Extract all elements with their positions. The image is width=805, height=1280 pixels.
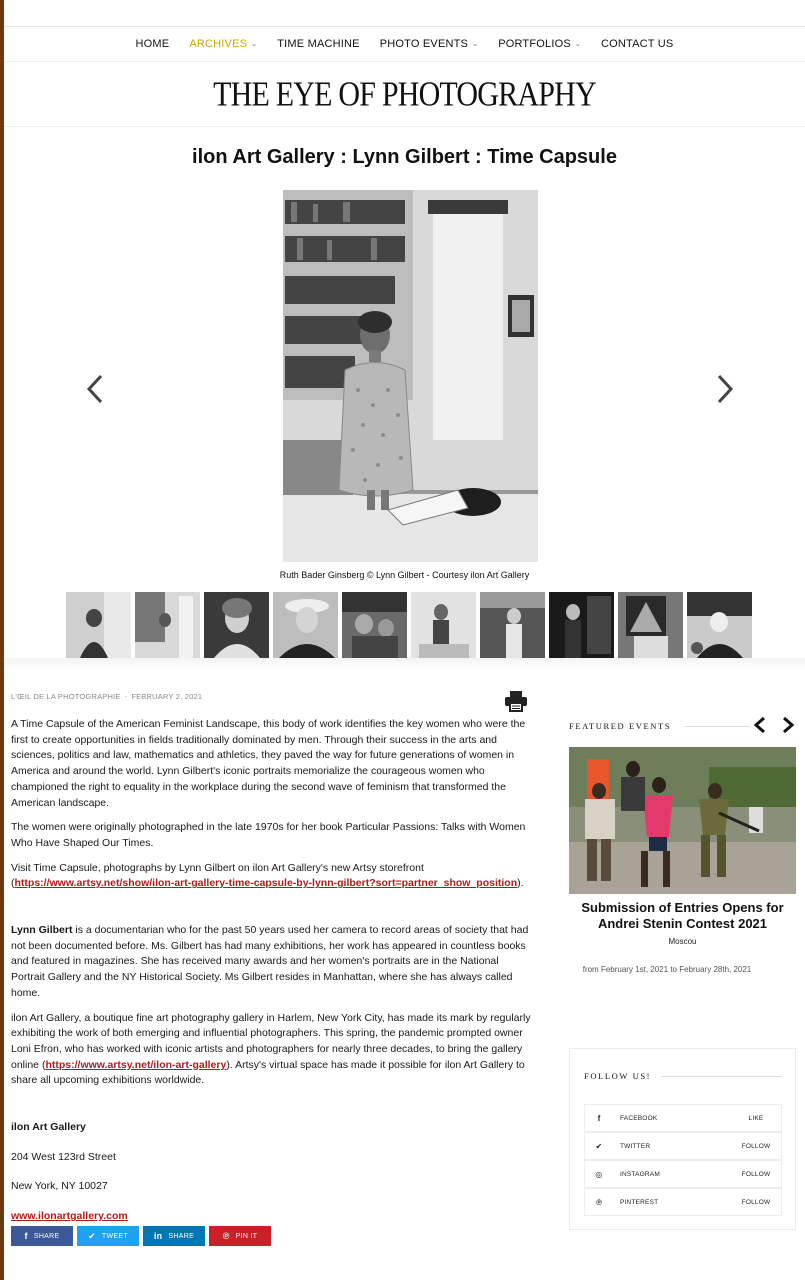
chevron-right-icon	[781, 716, 795, 734]
nav-time-machine[interactable]: TIME MACHINE	[277, 38, 360, 50]
linkedin-share-button[interactable]: in SHARE	[143, 1226, 205, 1246]
page-title: ilon Art Gallery : Lynn Gilbert : Time Capsule	[192, 146, 617, 168]
nav-divider	[4, 61, 805, 62]
main-nav	[4, 28, 805, 60]
thumbnail[interactable]	[135, 592, 200, 658]
follow-action[interactable]: FOLLOW	[741, 1198, 771, 1206]
featured-event-photo[interactable]	[569, 747, 796, 894]
thumbnail[interactable]	[342, 592, 407, 658]
nav-archives[interactable]: ARCHIVES ⌄	[189, 38, 258, 50]
follow-instagram[interactable]: ◎ INSTAGRAM FOLLOW	[584, 1160, 782, 1188]
nav-photo-events[interactable]: PHOTO EVENTS ⌄	[379, 38, 479, 50]
facebook-icon: f	[597, 1113, 601, 1123]
thumbnail[interactable]	[204, 592, 269, 658]
gallery-name: ilon Art Gallery	[11, 1121, 86, 1134]
follow-twitter[interactable]: ✔ TWITTER FOLLOW	[584, 1132, 782, 1160]
thumbnail[interactable]	[549, 592, 614, 658]
chevron-right-icon	[716, 374, 734, 404]
thumbnail[interactable]	[411, 592, 476, 658]
main-gallery-photo[interactable]	[283, 190, 538, 562]
thumbnail[interactable]	[66, 592, 131, 658]
facebook-share-button[interactable]: f SHARE	[11, 1226, 73, 1246]
artsy-show-link[interactable]: https://www.artsy.net/show/ilon-art-gallery-time-capsule-by-lynn-gilbert?sort=partner_show_position	[14, 877, 518, 890]
facebook-icon: f	[24, 1231, 28, 1241]
thumbnail[interactable]	[273, 592, 338, 658]
printer-icon[interactable]	[504, 690, 528, 712]
twitter-icon: ✔	[595, 1141, 603, 1151]
nav-contact-us[interactable]: CONTACT US	[600, 38, 674, 50]
pinterest-icon: ℗	[222, 1231, 230, 1241]
follow-pinterest[interactable]: ℗ PINTEREST FOLLOW	[584, 1188, 782, 1216]
article-paragraph: Lynn Gilbert is a documentarian who for the past 50 years used her camera to record areas of society that had not been documented before. Ms. Gilbert has had many exhibitions, her work has appeared in countless books and featured in magazines. She has received many awards and her women's portraits are in the National Portrait Gallery and the NY Historical Society. Ms Gilbert resides in Manhattan, where she has always called home.	[11, 924, 529, 999]
article-paragraph: A Time Capsule of the American Feminist Landscape, this body of work identifies the key women who were the first to create opportunities in fields traditionally dominated by men. Through their success in the arts and sciences, politics and law, mathematics and athletics, they paved the way for future generations of women in America and around the world. Lynn Gilbert's iconic portraits memorialize the courageous women who championed the right to equality in the workplace during the second wave of feminism that transformed the American landscape.	[11, 718, 526, 809]
gallery-next-button[interactable]	[714, 372, 736, 406]
article-source[interactable]: L'ŒIL DE LA PHOTOGRAPHIE	[11, 692, 121, 701]
twitter-icon: ✔	[88, 1230, 96, 1241]
article-paragraph: The women were originally photographed in the late 1970s for her book Particular Passions: Talks with Women Who Have Shaped Our Times.	[11, 821, 526, 849]
section-divider	[4, 658, 805, 670]
article-meta: L'ŒIL DE LA PHOTOGRAPHIE - FEBRUARY 2, 2021	[11, 692, 203, 701]
featured-event-title[interactable]: Submission of Entries Opens for Andrei Stenin Contest 2021	[581, 900, 784, 931]
thumbnail[interactable]	[687, 592, 752, 658]
featured-prev-button[interactable]	[753, 716, 767, 734]
thumbnail[interactable]	[480, 592, 545, 658]
twitter-share-button[interactable]: ✔ TWEET	[77, 1226, 139, 1246]
gallery-street: 204 West 123rd Street	[11, 1150, 116, 1163]
follow-facebook[interactable]: f FACEBOOK LIKE	[584, 1104, 782, 1132]
linkedin-icon: in	[153, 1231, 163, 1241]
chevron-left-icon	[86, 374, 104, 404]
gallery-city: New York, NY 10027	[11, 1180, 108, 1193]
logo-divider	[4, 126, 805, 127]
gallery-website-link[interactable]: www.ilonartgallery.com	[11, 1210, 128, 1223]
chevron-down-icon: ⌄	[251, 41, 258, 48]
article-date: FEBRUARY 2, 2021	[131, 692, 203, 701]
nav-home[interactable]: HOME	[135, 38, 170, 50]
chevron-down-icon: ⌄	[574, 41, 581, 48]
chevron-left-icon	[753, 716, 767, 734]
article-paragraph: Visit Time Capsule, photographs by Lynn Gilbert on ilon Art Gallery's new Artsy storefront (https://www.artsy.net/show/ilon-art-gallery-time-capsule-by-lynn-gilbert?sort=partner_show_position).	[11, 861, 524, 890]
chevron-down-icon: ⌄	[472, 41, 479, 48]
nav-portfolios[interactable]: PORTFOLIOS ⌄	[498, 38, 581, 50]
pinterest-share-button[interactable]: ℗ PIN IT	[209, 1226, 271, 1246]
heading-rule	[662, 1076, 782, 1077]
artsy-gallery-link[interactable]: https://www.artsy.net/ilon-art-gallery	[45, 1058, 227, 1071]
follow-us-heading: FOLLOW US!	[584, 1071, 652, 1081]
thumbnail[interactable]	[618, 592, 683, 658]
featured-next-button[interactable]	[781, 716, 795, 734]
gallery-prev-button[interactable]	[84, 372, 106, 406]
photo-caption: Ruth Bader Ginsberg © Lynn Gilbert - Courtesy ilon Art Gallery	[279, 570, 530, 580]
follow-us-widget	[569, 1048, 796, 1230]
top-divider	[4, 26, 805, 27]
left-edge-bar	[0, 0, 4, 1280]
gallery-thumbnails	[66, 592, 752, 658]
pinterest-icon: ℗	[595, 1197, 603, 1207]
article-body	[11, 717, 531, 1234]
featured-event-dates: from February 1st, 2021 to February 28th, 2021	[582, 965, 752, 974]
instagram-icon: ◎	[595, 1169, 603, 1179]
featured-events-heading: FEATURED EVENTS	[569, 721, 672, 731]
share-buttons	[11, 1226, 271, 1246]
featured-event-location: Moscou	[668, 937, 697, 946]
follow-action[interactable]: FOLLOW	[741, 1142, 771, 1150]
article-paragraph: ilon Art Gallery, a boutique fine art photography gallery in Harlem, New York City, has made its mark by regularly exhibiting the work of both emerging and influential photographers. This spring, the pandemic prompted owner Loni Efron, who has worked with iconic artists and photographers for nearly three decades, to bring the gallery online (https://www.artsy.net/ilon-art-gallery). Artsy's virtual space has made it possible for ilon Art Gallery to share all upcoming exhibitions worldwide.	[11, 1011, 531, 1087]
follow-action[interactable]: LIKE	[748, 1114, 764, 1122]
author-name: Lynn Gilbert	[11, 924, 73, 937]
follow-action[interactable]: FOLLOW	[741, 1170, 771, 1178]
site-logo[interactable]: THE EYE OF PHOTOGRAPHY	[213, 75, 596, 114]
heading-rule	[684, 726, 750, 727]
